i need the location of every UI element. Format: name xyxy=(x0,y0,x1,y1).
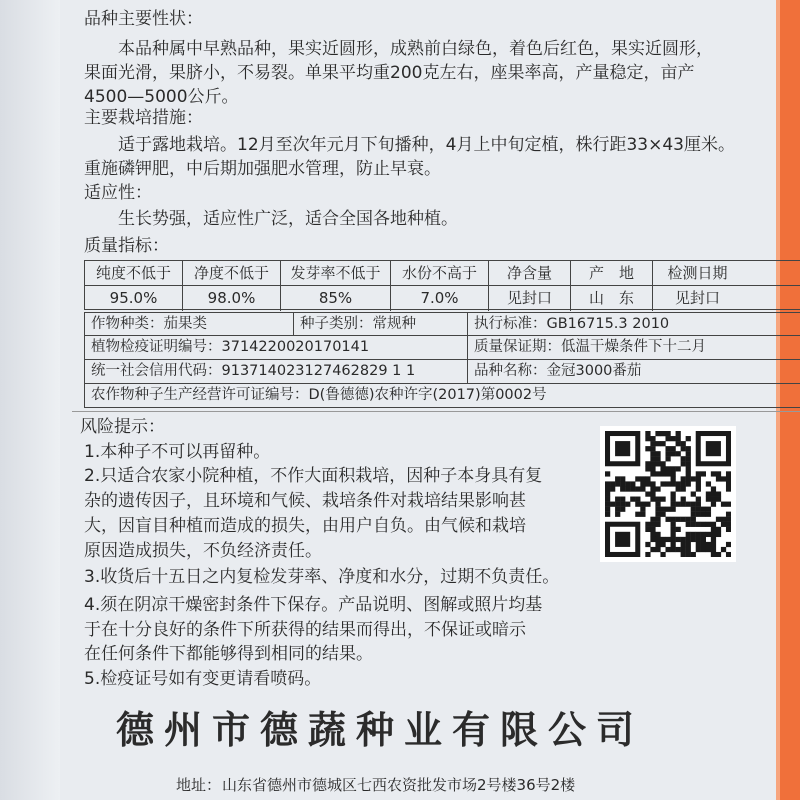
quality-value-row xyxy=(85,286,800,311)
risk-line-1: 1.本种子不可以再留种。 xyxy=(84,442,271,462)
quality-heading: 质量指标： xyxy=(84,236,169,256)
adapt-line-1: 生长势强，适应性广泛，适合全国各地种植。 xyxy=(118,209,458,229)
quality-value-cleanliness: 98.0% xyxy=(183,286,281,311)
risk-line-10: 5.检疫证号如有变更请看喷码。 xyxy=(84,669,322,689)
risk-heading: 风险提示： xyxy=(80,417,165,437)
quality-header-moisture: 水份不高于 xyxy=(391,261,489,285)
quality-header-origin: 产 地 xyxy=(571,261,653,285)
traits-heading: 品种主要性状： xyxy=(84,9,203,29)
cultivation-line-2: 重施磷钾肥，中后期加强肥水管理，防止早衰。 xyxy=(84,159,441,179)
qr-code-graphic xyxy=(605,431,731,557)
info-row-1 xyxy=(84,312,800,336)
info-row-4 xyxy=(84,384,800,408)
info-row-2 xyxy=(84,336,800,360)
quality-value-date: 见封口 xyxy=(674,289,720,307)
risk-line-6: 3.收货后十五日之内复检发芽率、净度和水分，过期不负责任。 xyxy=(84,567,560,587)
company-name: 德州市德蔬种业有限公司 xyxy=(116,708,645,752)
adapt-heading: 适应性： xyxy=(84,183,152,203)
quality-value-net: 见封口 xyxy=(489,286,571,311)
qr-code xyxy=(600,426,736,562)
cultivation-heading: 主要栽培措施： xyxy=(84,108,203,128)
address-label: 地址： xyxy=(176,776,222,794)
seed-packet-back xyxy=(66,0,774,800)
info-warranty: 质量保证期：低温干燥条件下十二月 xyxy=(467,336,800,359)
info-variety: 品种名称：金冠3000番茄 xyxy=(467,360,800,383)
cultivation-line-1: 适于露地栽培。12月至次年元月下旬播种，4月上中旬定植，株行距33×43厘米。 xyxy=(118,135,735,155)
traits-line-1: 本品种属中早熟品种，果实近圆形，成熟前白绿色，着色后红色，果实近圆形， xyxy=(118,39,713,59)
address-value: 山东省德州市德城区七西农资批发市场2号楼36号2楼 xyxy=(222,776,576,794)
quality-value-origin: 山 东 xyxy=(571,286,653,311)
quality-header-germination: 发芽率不低于 xyxy=(281,261,391,285)
traits-line-2: 果面光滑，果脐小，不易裂。单果平均重200克左右，座果率高，产量稳定，亩产 xyxy=(84,63,695,83)
risk-line-5: 原因造成损失，不负经济责任。 xyxy=(84,541,322,561)
quality-value-moisture: 7.0% xyxy=(391,286,489,311)
quality-header-purity: 纯度不低于 xyxy=(85,261,183,285)
risk-line-3: 杂的遗传因子，且环境和气候、栽培条件对栽培结果影响甚 xyxy=(84,491,526,511)
quality-value-germination: 85% xyxy=(281,286,391,311)
section-divider xyxy=(72,411,800,412)
info-crop: 作物种类：茄果类 xyxy=(91,316,207,332)
info-row-3 xyxy=(84,360,800,384)
info-license: 农作物种子生产经营许可证编号：D(鲁德德)农种许字(2017)第0002号 xyxy=(91,387,547,403)
quality-header-cleanliness: 净度不低于 xyxy=(183,261,281,285)
info-grid xyxy=(84,312,800,408)
risk-line-4: 大，因盲目种植而造成的损失，由用户自负。由气候和栽培 xyxy=(84,516,526,536)
risk-line-2: 2.只适合农家小院种植，不作大面积栽培，因种子本身具有复 xyxy=(84,466,543,486)
quality-header-net: 净含量 xyxy=(489,261,571,285)
quality-value-purity: 95.0% xyxy=(85,286,183,311)
quality-header-date: 检测日期 xyxy=(667,264,728,282)
quality-table xyxy=(84,260,800,310)
quality-header-row xyxy=(85,261,800,286)
risk-line-9: 在任何条件下都能够得到相同的结果。 xyxy=(84,644,373,664)
info-seed-category: 种子类别：常规种 xyxy=(293,313,473,336)
info-quarantine: 植物检疫证明编号：3714220020170141 xyxy=(91,339,370,355)
traits-line-3: 4500—5000公斤。 xyxy=(84,87,239,107)
risk-line-7: 4.须在阴凉干燥密封条件下保存。产品说明、图解或照片均基 xyxy=(84,595,543,615)
package-left-edge xyxy=(0,0,60,800)
info-standard: 执行标准：GB16715.3 2010 xyxy=(467,313,800,336)
risk-line-8: 于在十分良好的条件下所获得的结果而得出，不保证或暗示 xyxy=(84,620,526,640)
info-credit-code: 统一社会信用代码：913714023127462829 1 1 xyxy=(91,363,416,379)
